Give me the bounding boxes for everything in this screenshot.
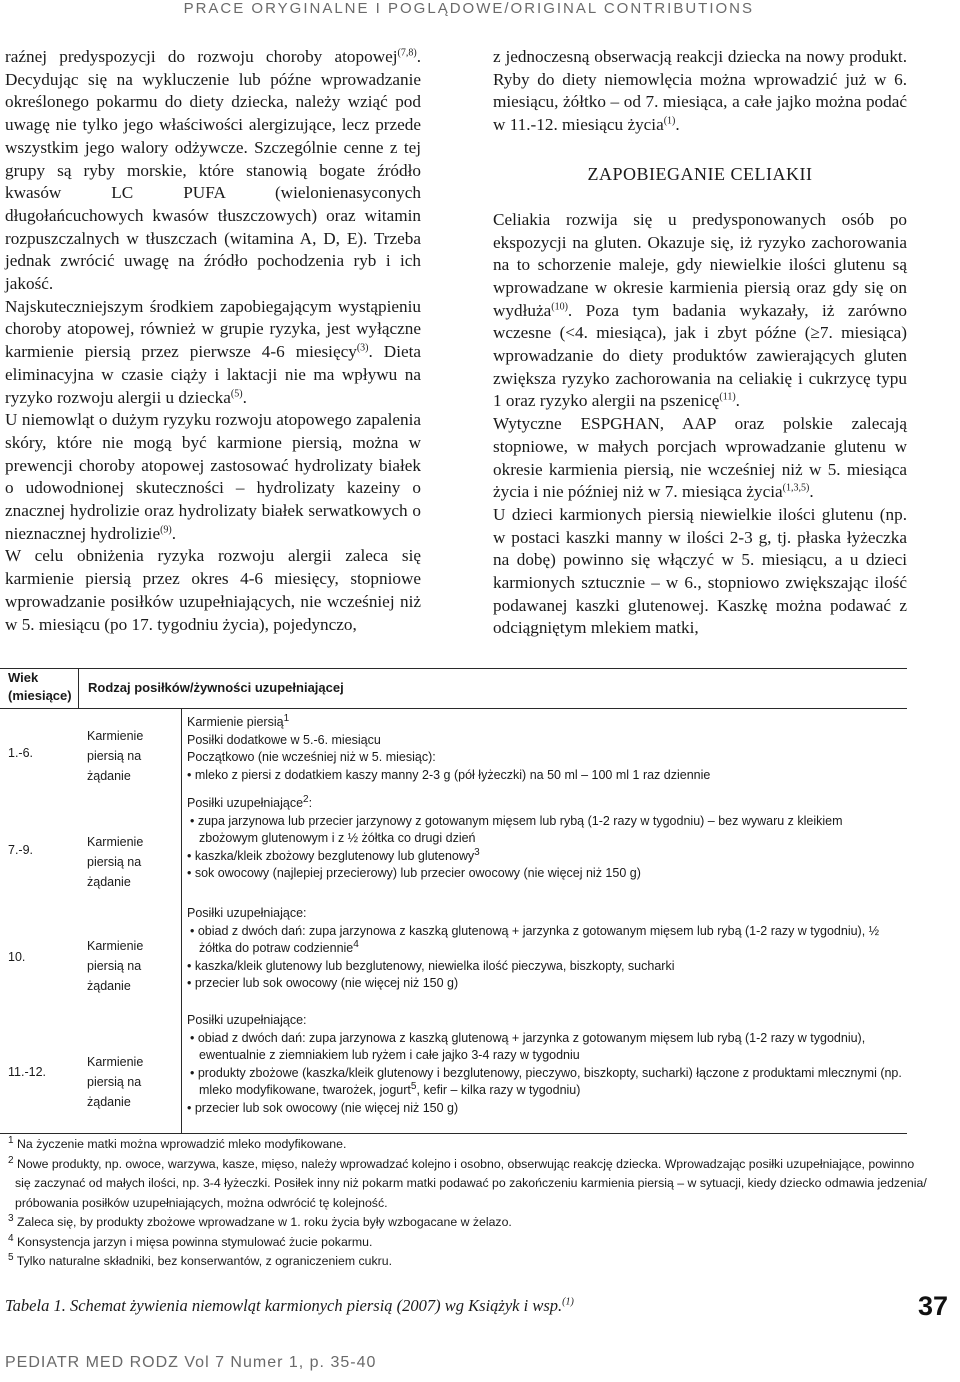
footnote-5: $^5$ Tylko naturalne składniki, bez konserwantów, z ograniczeniem cukru. [8, 1251, 393, 1268]
row-3-line-3: • kaszka/kleik glutenowy lub bezglutenowy, niewielka ilość pieczywa, biszkopty, sucharki [187, 958, 675, 973]
row-4-line-4: • przecier lub sok owocowy (nie więcej niż 150 g) [187, 1100, 459, 1115]
header-food: Rodzaj posiłków/żywności uzupełniającej [88, 680, 344, 695]
section-heading: ZAPOBIEGANIE CELIAKII [587, 163, 813, 184]
left-paragraph-2: Najskuteczniejszym środkiem zapobiegającym wystąpieniu choroby atopowej, również w grupie ryzyka, jest wyłączne karmienie piersią przez pierwsze 4-6 miesięcy$^{(3)}$. Dieta eliminacyjna w czasie ciąży i laktacji nie ma wpływu na ryzyko rozwoju alergii u dziecka$^{(5)}$. [5, 296, 421, 407]
row-3-line-1: Posiłki uzupełniające: [187, 906, 307, 920]
row-2-age: 7.-9. [8, 843, 34, 857]
page-number: 37 [918, 1291, 949, 1321]
row-2-line-4: • sok owocowy (najlepiej przecierowy) lub przecier owocowy (nie więcej niż 150 g) [187, 866, 641, 880]
left-paragraph-1: raźnej predyspozycji do rozwoju choroby atopowej$^{(7,8)}$. Decydując się na wykluczenie lub późne wprowadzanie określonego pokarmu do diety dziecka, należy wziąć pod uwagę nie tylko jego właściwości alergizujące, lecz przede wszystkim jego walory odżywcze. Szczególnie cenne z tej grupy są ryby morskie, które stanowią bogate źródło kwasów LC PUFA (wielonienasyconych długołańcuchowych kwasów tłuszczowych) oraz witamin rozpuszczalnych w tłuszczach (witamina A, D, E). Trzeba jednak zwrócić uwagę na źródło pochodzenia ryb i ich jakość. [5, 47, 421, 294]
table-column-divider [181, 708, 182, 1133]
row-1-foods [187, 714, 902, 784]
right-paragraph-2: Celiakia rozwija się u predysponowanych osób po ekspozycji na gluten. Okazuje się, iż ryzyko zachorowania na to schorzenie maleje, gdy niewielkie ilości glutenu są wprowadzane w okresie karmienia piersią oraz gdy się on wydłuża$^{(10)}$. Poza tym badania wykazały, iż zarówno wczesne (<4. miesiąca), jak i zbyt późne (≥7. miesiąca) wprowadzanie do diety produktów zawierających gluten zwiększa ryzyko zachorowania na celiakię i cukrzycę typu 1 oraz ryzyko alergii na pszenicę$^{(11)}$. [493, 209, 907, 411]
row-1-line-1: Karmienie piersią$^1$ [187, 712, 290, 729]
footnote-2: $^2$ Nowe produkty, np. owoce, warzywa, kasze, mięso, należy wprowadzać kolejno i osobno, obserwując reakcję dziecka. Wprowadzając posiłki uzupełniające, powinno [8, 1154, 915, 1171]
left-column [5, 46, 421, 636]
row-2-foods [187, 795, 902, 883]
row-3-milk: Karmienie piersią na żądanie [87, 939, 144, 993]
row-4-line-2: • obiad z dwóch dań: zupa jarzynowa z kaszką glutenową + jarzynka z gotowanym mięsem lub rybą (1-2 razy w tygodniu), ewentualnie z ziemniakiem lub ryżem i całe jajko 3-4 razy w tygodniu [190, 1030, 866, 1062]
table-top-rule [0, 668, 907, 669]
row-1-age: 1.-6. [8, 746, 34, 760]
row-2-line-1: Posiłki uzupełniające$^2$: [187, 793, 313, 810]
right-paragraph-4: U dzieci karmionych piersią niewielkie ilości glutenu (np. w postaci kaszki manny w ilości 2-3 g, tj. płaska łyżeczka na dobę) powinno się włączyć w 5. miesiącu, a u dzieci karmionych sztucznie – w 6., stopniowo zwiększając ilość podawanej kaszki glutenowej. Kaszkę można podawać z odciągniętym mlekiem matki, [493, 504, 907, 638]
row-3-foods [187, 905, 902, 993]
row-4-line-3: • produkty zbożowe (kaszka/kleik glutenowy i bezglutenowy, pieczywo, biszkopty, sucharki) łączone z produktami mlecznymi (np. mleko modyfikowane, twarożek, jogurt$^5$, kefir – kilka razy w tygodniu) [190, 1065, 902, 1097]
row-1-line-2: Posiłki dodatkowe w 5.-6. miesiącu [187, 732, 381, 747]
footnote-2-cont-1: się zaczynać od małych ilości, np. 3-4 łyżeczki. Posiłek inny niż pokarm matki podawać po zakończeniu karmienia piersią – w sytuacji, kiedy dziecko odmawia jedzenia/ [15, 1176, 927, 1190]
right-paragraph-1: z jednoczesną obserwacją reakcji dziecka na nowy produkt. Ryby do diety niemowlęcia można wprowadzić już w 6. miesiącu, żółtko – od 7. miesiąca, a całe jajko można podać w 11.-12. miesiącu życia$^{(1)}$. [493, 47, 907, 135]
running-header: PRACE ORYGINALNE I POGLĄDOWE/ORIGINAL CONTRIBUTIONS [183, 0, 754, 17]
row-1-line-3: Początkowo (nie wcześniej niż w 5. miesiąc): [187, 750, 436, 764]
row-3-line-4: • przecier lub sok owocowy (nie więcej niż 150 g) [187, 976, 459, 990]
header-age: Wiek (miesiące) [8, 670, 72, 703]
table-header-rule [0, 708, 907, 709]
row-2-milk: Karmienie piersią na żądanie [87, 835, 144, 889]
row-2-line-3: • kaszka/kleik zbożowy bezglutenowy lub glutenowy$^3$ [187, 846, 480, 863]
row-3-line-2: • obiad z dwóch dań: zupa jarzynowa z kaszką glutenową + jarzynka z gotowanym mięsem lub rybą (1-2 razy w tygodniu), ½ żółtka do potraw codziennie$^4$ [190, 923, 880, 955]
right-paragraph-3: Wytyczne ESPGHAN, AAP oraz polskie zalecają stopniowe, w małych porcjach wprowadzanie glutenu w okresie karmienia piersią, nie wcześniej niż w 5. miesiąca życia i nie później niż w 7. miesiąca życia$^{(1,3,5)}$. [493, 414, 907, 502]
row-2-line-2: • zupa jarzynowa lub przecier jarzynowy z gotowanym mięsem lub rybą (1-2 razy w tygodniu) – bez wywaru z kleikiem zbożowym glutenowym i z ½ żółtka co drugi dzień [190, 813, 843, 845]
table-header-divider [78, 668, 79, 708]
feeding-table [0, 668, 927, 1292]
left-paragraph-3: U niemowląt o dużym ryzyku rozwoju atopowego zapalenia skóry, które nie mogą być karmione piersią, można w prewencji choroby atopowej zastosować hydrolizaty białek o udowodnionej skuteczności – hydrolizaty kazeiny o znacznej hydrolizie oraz hydrolizaty białek serwatkowych o nieznacznej hydrolizie$^{(9)}$. [5, 410, 421, 543]
footnote-3: $^3$ Zaleca się, by produkty zbożowe wprowadzane w 1. roku życia były wzbogacane w żelazo. [8, 1212, 512, 1229]
table-caption: Tabela 1. Schemat żywienia niemowląt karmionych piersią (2007) wg Książyk i wsp.$^{(1)}$ [5, 1296, 574, 1315]
row-4-milk: Karmienie piersią na żądanie [87, 1055, 144, 1109]
footnote-2-cont-2: próbowania posiłków uzupełniających, można odwrócić tę kolejność. [15, 1195, 388, 1210]
row-1-line-4: • mleko z piersi z dodatkiem kaszy manny 2-3 g (pół łyżeczki) na 50 ml – 100 ml 1 raz dziennie [187, 767, 711, 782]
row-3-age: 10. [8, 950, 26, 964]
row-4-line-1: Posiłki uzupełniające: [187, 1013, 307, 1027]
row-4-foods [187, 1012, 902, 1117]
row-1-milk: Karmienie piersią na żądanie [87, 729, 144, 783]
right-column [493, 46, 907, 640]
row-4-age: 11.-12. [8, 1065, 46, 1079]
journal-footer: PEDIATR MED RODZ Vol 7 Numer 1, p. 35-40 [5, 1354, 377, 1371]
table-bottom-rule [0, 1133, 907, 1134]
table-footnotes [8, 1134, 927, 1272]
footnote-4: $^4$ Konsystencja jarzyn i mięsa powinna stymulować żucie pokarmu. [8, 1232, 373, 1249]
footnote-1: $^1$ Na życzenie matki można wprowadzić mleko modyfikowane. [8, 1134, 347, 1151]
left-paragraph-4: W celu obniżenia ryzyka rozwoju alergii zaleca się karmienie piersią przez okres 4-6 miesięcy, stopniowe wprowadzanie posiłków uzupełniających, nie wcześniej niż w 5. miesiącu (po 17. tygodniu życia), pojedynczo, [5, 546, 421, 634]
